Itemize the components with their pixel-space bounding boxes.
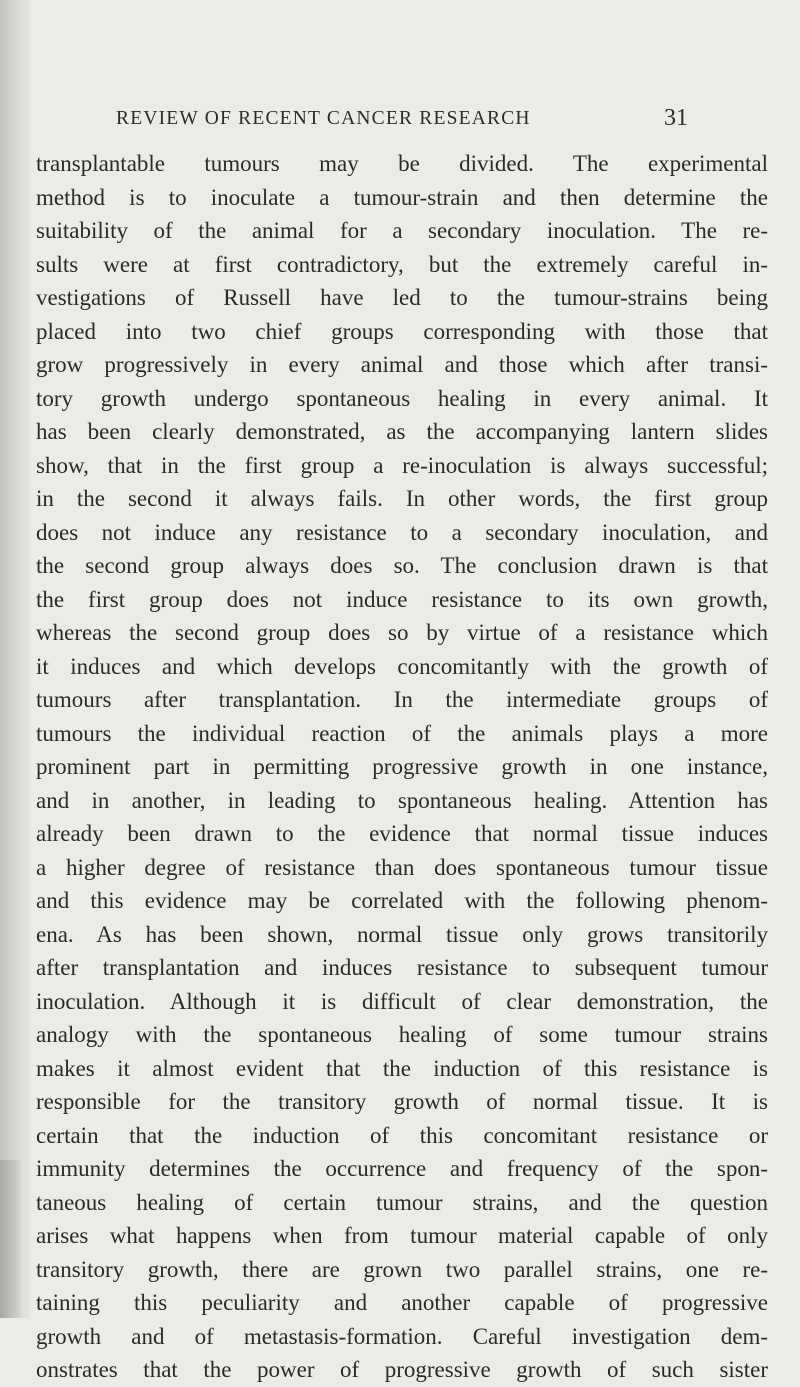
- text-line: onstrates that the power of progressive growth of such sister: [36, 1357, 768, 1382]
- text-line: taneous healing of certain tumour strains, and the question: [36, 1189, 768, 1215]
- text-line: grow progressively in every animal and those which after transi-: [36, 352, 768, 377]
- text-line: tumours the individual reaction of the animals plays a more: [36, 720, 768, 746]
- text-line: transplantable tumours may be divided. The experimental: [36, 151, 768, 176]
- text-line: whereas the second group does so by virtue of a resistance which: [36, 620, 768, 645]
- text-line: the first group does not induce resistance to its own growth,: [36, 586, 768, 612]
- text-line: already been drawn to the evidence that normal tissue induces: [36, 821, 768, 846]
- text-line: analogy with the spontaneous healing of some tumour strains: [36, 1022, 768, 1047]
- text-line: has been clearly demonstrated, as the accompanying lantern slides: [36, 419, 768, 444]
- page-number: 31: [664, 105, 688, 131]
- text-line: and this evidence may be correlated with the following phenom-: [36, 888, 768, 913]
- text-line: immunity determines the occurrence and frequency of the spon-: [36, 1156, 768, 1181]
- running-title: REVIEW OF RECENT CANCER RESEARCH: [116, 108, 531, 129]
- text-line: arises what happens when from tumour material capable of only: [36, 1223, 768, 1248]
- text-line: sults were at first contradictory, but the extremely careful in-: [36, 251, 768, 277]
- text-line: inoculation. Although it is difficult of clear demonstration, the: [36, 988, 768, 1014]
- book-page: [36, 0, 768, 1382]
- text-line: vestigations of Russell have led to the tumour-strains being: [36, 285, 768, 310]
- text-line: growth and of metastasis-formation. Careful investigation dem-: [36, 1323, 768, 1349]
- scan-binding-edge: [0, 0, 30, 1318]
- text-line: and in another, in leading to spontaneous healing. Attention has: [36, 787, 768, 813]
- running-head: [116, 105, 688, 138]
- text-line: does not induce any resistance to a secondary inoculation, and: [36, 519, 768, 545]
- text-line: it induces and which develops concomitantly with the growth of: [36, 653, 768, 679]
- text-line: tumours after transplantation. In the intermediate groups of: [36, 687, 768, 712]
- text-line: certain that the induction of this concomitant resistance or: [36, 1122, 768, 1148]
- text-line: after transplantation and induces resistance to subsequent tumour: [36, 955, 768, 980]
- scan-binding-shadow: [0, 1160, 22, 1318]
- text-line: suitability of the animal for a secondary inoculation. The re-: [36, 218, 768, 243]
- text-line: show, that in the first group a re-inoculation is always successful;: [36, 452, 768, 478]
- body-paragraph: [36, 147, 768, 1387]
- text-line: ena. As has been shown, normal tissue only grows transitorily: [36, 921, 768, 947]
- text-line: placed into two chief groups corresponding with those that: [36, 318, 768, 344]
- text-line: responsible for the transitory growth of normal tissue. It is: [36, 1089, 768, 1114]
- text-line: in the second it always fails. In other words, the first group: [36, 486, 768, 511]
- text-line: tory growth undergo spontaneous healing in every animal. It: [36, 385, 768, 411]
- text-line: makes it almost evident that the induction of this resistance is: [36, 1055, 768, 1081]
- text-line: prominent part in permitting progressive growth in one instance,: [36, 754, 768, 779]
- text-line: transitory growth, there are grown two parallel strains, one re-: [36, 1256, 768, 1282]
- text-line: the second group always does so. The conclusion drawn is that: [36, 553, 768, 578]
- text-line: taining this peculiarity and another capable of progressive: [36, 1290, 768, 1315]
- text-line: method is to inoculate a tumour-strain and then determine the: [36, 184, 768, 210]
- text-line: a higher degree of resistance than does spontaneous tumour tissue: [36, 854, 768, 880]
